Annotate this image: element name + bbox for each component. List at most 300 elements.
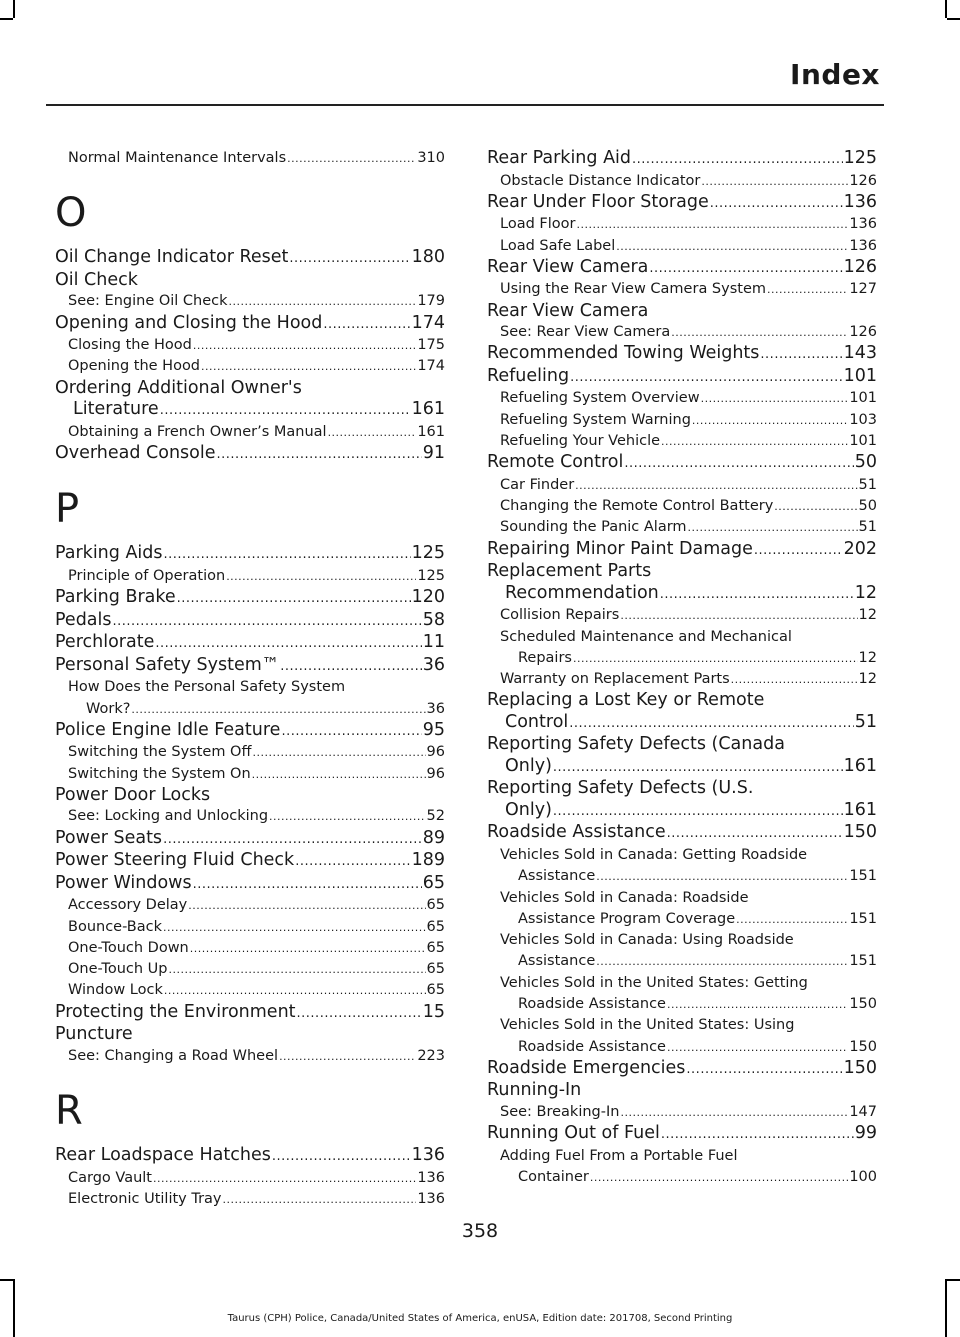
dot-leader — [692, 410, 848, 431]
entry-label: Sounding the Panic Alarm — [500, 519, 687, 536]
index-subentry-row — [68, 980, 445, 1001]
entry-label: Power Steering Fluid Check — [55, 850, 295, 871]
page-reference[interactable]: 52 — [426, 808, 445, 825]
page-reference[interactable]: 150 — [843, 822, 877, 843]
entry-label: Opening and Closing the Hood — [55, 312, 323, 333]
page-number: 358 — [461, 1220, 499, 1242]
page-reference[interactable]: 136 — [417, 1169, 445, 1186]
index-entry — [55, 785, 445, 807]
page-reference[interactable]: 11 — [422, 632, 445, 653]
dot-leader — [252, 742, 425, 763]
index-entry-row — [55, 720, 445, 743]
dot-leader — [163, 917, 426, 938]
entry-label: Car Finder — [500, 476, 575, 493]
index-subentry-row — [500, 475, 877, 496]
index-subentry — [487, 475, 877, 496]
page-reference[interactable]: 150 — [849, 1038, 877, 1055]
page-reference[interactable]: 95 — [422, 719, 445, 740]
index-entry — [55, 1145, 445, 1168]
index-entry-row — [487, 800, 877, 823]
entry-label: Rear Under Floor Storage — [487, 191, 709, 212]
page-reference[interactable]: 161 — [843, 799, 877, 820]
crop-mark — [945, 0, 947, 18]
page-reference[interactable]: 91 — [422, 442, 445, 463]
index-entry — [487, 822, 877, 845]
entry-label: Collision Repairs — [500, 607, 620, 624]
page-reference[interactable]: 65 — [426, 918, 445, 935]
index-subentry-row — [68, 806, 445, 827]
dot-leader — [295, 850, 410, 873]
entry-label: Vehicles Sold in the United States: Getting — [500, 974, 808, 991]
entry-label: Only) — [505, 799, 552, 820]
dot-leader — [760, 343, 842, 366]
dot-leader — [269, 806, 426, 827]
dot-leader — [177, 587, 411, 610]
page-reference[interactable]: 150 — [849, 996, 877, 1013]
index-subentry-row — [500, 1167, 877, 1188]
entry-label: Oil Change Indicator Reset — [55, 247, 289, 268]
page-reference[interactable]: 136 — [849, 216, 877, 233]
index-subentry-row — [68, 959, 445, 980]
dot-leader — [155, 632, 421, 655]
page-reference[interactable]: 127 — [849, 281, 877, 298]
index-subentry — [55, 1189, 445, 1210]
page-reference[interactable]: 223 — [417, 1047, 445, 1064]
page-reference[interactable]: 174 — [417, 358, 445, 375]
index-subentry-row — [68, 422, 445, 443]
index-subentry — [487, 431, 877, 452]
dot-leader — [661, 431, 848, 452]
index-subentry — [487, 214, 877, 235]
index-subentry-row — [68, 335, 445, 356]
page-reference[interactable]: 161 — [843, 755, 877, 776]
page-reference[interactable]: 174 — [411, 312, 445, 333]
crop-mark — [945, 1279, 947, 1337]
dot-leader — [710, 192, 843, 215]
index-entry — [487, 778, 877, 822]
page-reference[interactable]: 58 — [422, 609, 445, 630]
index-subentry-row — [500, 1037, 877, 1058]
page-reference[interactable]: 202 — [843, 538, 877, 559]
index-subentry — [487, 845, 877, 888]
index-entry-row — [487, 343, 877, 366]
entry-label: Power Windows — [55, 872, 192, 893]
entry-label: Control — [505, 711, 569, 732]
dot-leader — [272, 1145, 411, 1168]
index-subentry-row — [68, 699, 445, 720]
index-entry-row — [55, 399, 445, 422]
entry-label: Electronic Utility Tray — [68, 1190, 222, 1207]
dot-leader — [229, 291, 417, 312]
page-reference[interactable]: 150 — [843, 1057, 877, 1078]
title-divider — [46, 104, 884, 106]
dot-leader — [596, 866, 848, 887]
index-entry-row — [55, 1145, 445, 1168]
index-entry — [55, 873, 445, 896]
index-subentry — [55, 148, 445, 169]
index-subentry — [55, 422, 445, 443]
index-subentry-row — [500, 322, 877, 343]
page-reference[interactable]: 51 — [858, 476, 877, 493]
index-subentry — [55, 959, 445, 980]
index-entry — [487, 1080, 877, 1102]
page-reference[interactable]: 101 — [843, 365, 877, 386]
dot-leader — [667, 1037, 848, 1058]
index-entry — [487, 690, 877, 734]
dot-leader — [193, 335, 416, 356]
entry-label: Opening the Hood — [68, 358, 201, 375]
page-reference[interactable]: 12 — [858, 671, 877, 688]
page-reference[interactable]: 136 — [843, 191, 877, 212]
index-entry — [487, 192, 877, 215]
index-subentry — [55, 356, 445, 377]
index-subentry — [487, 517, 877, 538]
index-entry-row — [55, 587, 445, 610]
entry-label: Refueling Your Vehicle — [500, 433, 661, 450]
page-reference[interactable]: 136 — [411, 1145, 445, 1166]
entry-label: Replacing a Lost Key or Remote — [487, 690, 765, 711]
dot-leader — [328, 422, 417, 443]
dot-leader — [573, 648, 858, 669]
index-entry — [487, 343, 877, 366]
index-entry — [487, 734, 877, 778]
entry-label: See: Engine Oil Check — [68, 293, 228, 310]
dot-leader — [252, 764, 426, 785]
entry-label: Remote Control — [487, 452, 624, 473]
dot-leader — [701, 171, 848, 192]
index-subentry-row — [68, 356, 445, 377]
page-reference[interactable]: 161 — [417, 423, 445, 440]
dot-leader — [279, 1046, 416, 1067]
index-column-right — [487, 148, 877, 1188]
page-reference[interactable]: 65 — [426, 961, 445, 978]
entry-label: Switching the System Off — [68, 744, 252, 761]
page-reference[interactable]: 36 — [422, 654, 445, 675]
page-reference[interactable]: 12 — [858, 649, 877, 666]
index-entry — [487, 257, 877, 280]
dot-leader — [620, 1102, 848, 1123]
index-subentry — [55, 1046, 445, 1067]
entry-label: Assistance — [518, 868, 596, 885]
index-subentry — [487, 496, 877, 517]
entry-label: Vehicles Sold in Canada: Using Roadside — [500, 932, 794, 949]
index-entry-row — [487, 822, 877, 845]
index-subentry-row — [500, 431, 877, 452]
entry-label: Vehicles Sold in the United States: Using — [500, 1017, 795, 1034]
dot-leader — [153, 1168, 416, 1189]
entry-label: Repairing Minor Paint Damage — [487, 538, 753, 559]
index-entry-row — [487, 712, 877, 735]
index-subentry-row — [500, 994, 877, 1015]
index-entry — [487, 539, 877, 562]
page-reference[interactable]: 65 — [426, 897, 445, 914]
page-reference[interactable]: 51 — [854, 711, 877, 732]
index-entry-row — [55, 247, 445, 270]
entry-label: One-Touch Up — [68, 961, 168, 978]
index-subentry-row — [68, 566, 445, 587]
index-entry — [487, 452, 877, 475]
dot-leader — [671, 322, 848, 343]
entry-label: Power Door Locks — [55, 784, 211, 805]
index-entry-row — [55, 632, 445, 655]
entry-label: How Does the Personal Safety System — [68, 679, 346, 696]
page-reference[interactable]: 147 — [849, 1103, 877, 1120]
dot-leader — [201, 356, 416, 377]
entry-label: Replacement Parts — [487, 561, 652, 582]
entry-label: One-Touch Down — [68, 939, 189, 956]
index-subentry — [487, 410, 877, 431]
page-reference[interactable]: 101 — [849, 433, 877, 450]
index-subentry-row — [500, 605, 877, 626]
dot-leader — [193, 873, 422, 896]
index-entry — [55, 378, 445, 422]
dot-leader — [649, 257, 842, 280]
dot-leader — [287, 148, 416, 169]
dot-leader — [163, 828, 422, 851]
page-reference[interactable]: 310 — [417, 150, 445, 166]
entry-label: See: Locking and Unlocking — [68, 808, 269, 825]
index-subentry — [487, 973, 877, 1016]
index-entry — [487, 561, 877, 605]
dot-leader — [754, 539, 843, 562]
index-column-left — [55, 148, 445, 1210]
entry-label: Literature — [73, 399, 159, 420]
page-reference[interactable]: 100 — [849, 1169, 877, 1186]
index-subentry-row — [500, 517, 877, 538]
dot-leader — [113, 610, 422, 633]
page-reference[interactable]: 12 — [858, 607, 877, 624]
index-entry — [55, 610, 445, 633]
page-reference[interactable]: 50 — [858, 498, 877, 515]
index-entry-row — [487, 148, 877, 171]
entry-label: Power Seats — [55, 827, 163, 848]
page-reference[interactable]: 96 — [426, 744, 445, 761]
page-reference[interactable]: 89 — [422, 827, 445, 848]
page-reference[interactable]: 151 — [849, 953, 877, 970]
page-reference[interactable]: 126 — [849, 324, 877, 341]
dot-leader — [164, 543, 411, 566]
dot-leader — [661, 1123, 854, 1146]
entry-label: See: Changing a Road Wheel — [68, 1047, 279, 1064]
crop-mark — [0, 18, 13, 20]
entry-label: Obstacle Distance Indicator — [500, 172, 701, 189]
page-title: Index — [790, 58, 880, 91]
index-entry — [55, 655, 445, 678]
entry-label: Container — [518, 1169, 589, 1186]
dot-leader — [131, 699, 425, 720]
section-letter: O — [55, 190, 87, 237]
page-reference[interactable]: 125 — [411, 543, 445, 564]
index-entry — [487, 1123, 877, 1146]
page-reference[interactable]: 51 — [858, 519, 877, 536]
page-reference[interactable]: 180 — [411, 247, 445, 268]
page-reference[interactable]: 136 — [849, 237, 877, 254]
index-subentry — [487, 1015, 877, 1058]
entry-label: Running-In — [487, 1080, 582, 1101]
entry-label: Reporting Safety Defects (Canada — [487, 734, 785, 755]
entry-label: Rear Loadspace Hatches — [55, 1145, 271, 1166]
page-reference[interactable]: 99 — [854, 1123, 877, 1144]
dot-leader — [620, 605, 857, 626]
entry-label: Personal Safety System™ — [55, 654, 280, 675]
index-subentry — [487, 322, 877, 343]
entry-label: Rear View Camera — [487, 256, 649, 277]
index-subentry-row — [500, 951, 877, 972]
index-entry-row — [55, 655, 445, 678]
page-reference[interactable]: 125 — [843, 148, 877, 168]
entry-label: Oil Check — [55, 269, 138, 290]
dot-leader — [160, 399, 411, 422]
index-entry — [55, 720, 445, 743]
page-reference[interactable]: 120 — [411, 587, 445, 608]
index-subentry — [55, 764, 445, 785]
dot-leader — [226, 566, 416, 587]
index-subentry — [487, 888, 877, 931]
dot-leader — [596, 951, 848, 972]
index-subentry — [487, 171, 877, 192]
dot-leader — [576, 214, 848, 235]
entry-label: Refueling — [487, 365, 570, 386]
dot-leader — [570, 366, 843, 389]
entry-label: Assistance Program Coverage — [518, 910, 736, 927]
page-reference[interactable]: 65 — [422, 872, 445, 893]
page-reference[interactable]: 161 — [411, 399, 445, 420]
page-reference[interactable]: 189 — [411, 850, 445, 871]
page-reference[interactable]: 65 — [426, 939, 445, 956]
dot-leader — [297, 1002, 422, 1025]
entry-label: Cargo Vault — [68, 1169, 152, 1186]
index-subentry-row — [500, 648, 877, 669]
index-entry — [55, 587, 445, 610]
index-subentry-row — [68, 148, 445, 169]
index-subentry — [55, 938, 445, 959]
section-letter: P — [55, 486, 80, 533]
index-subentry-row — [500, 171, 877, 192]
entry-label: Police Engine Idle Feature — [55, 719, 281, 740]
page-reference[interactable]: 36 — [426, 700, 445, 717]
index-entry — [55, 247, 445, 270]
dot-leader — [686, 1058, 842, 1081]
entry-label: Obtaining a French Owner’s Manual — [68, 423, 327, 440]
index-subentry — [487, 605, 877, 626]
entry-label: Roadside Assistance — [518, 996, 666, 1013]
entry-label: Closing the Hood — [68, 337, 192, 354]
index-subentry-row — [68, 742, 445, 763]
index-entry-row — [487, 452, 877, 475]
dot-leader — [164, 980, 426, 1001]
index-entry-row — [487, 539, 877, 562]
entry-label: See: Rear View Camera — [500, 324, 671, 341]
entry-label: Window Lock — [68, 982, 163, 999]
index-subentry — [487, 388, 877, 409]
index-entry — [55, 543, 445, 566]
page-reference[interactable]: 50 — [854, 452, 877, 473]
index-entry-row — [487, 1123, 877, 1146]
index-entry-row — [55, 828, 445, 851]
entry-label: Normal Maintenance Intervals — [68, 150, 287, 166]
index-entry-row — [487, 756, 877, 779]
page-reference[interactable]: 126 — [849, 172, 877, 189]
dot-leader — [616, 236, 848, 257]
dot-leader — [667, 994, 848, 1015]
dot-leader — [188, 895, 425, 916]
page-reference[interactable]: 15 — [422, 1001, 445, 1022]
page-reference[interactable]: 151 — [849, 868, 877, 885]
index-entry-row — [487, 192, 877, 215]
dot-leader — [168, 959, 425, 980]
edition-footer: Taurus (CPH) Police, Canada/United States of America, enUSA, Edition date: 201708, Second Printing — [227, 1313, 733, 1324]
dot-leader — [569, 712, 853, 735]
dot-leader — [281, 720, 421, 743]
index-subentry — [487, 236, 877, 257]
crop-mark — [0, 1279, 13, 1281]
entry-label: Bounce-Back — [68, 918, 163, 935]
index-subentry-row — [68, 291, 445, 312]
index-subentry — [487, 669, 877, 690]
index-entry — [55, 1024, 445, 1046]
entry-label: Running Out of Fuel — [487, 1123, 660, 1144]
page-reference[interactable]: 143 — [843, 343, 877, 364]
entry-label: Perchlorate — [55, 632, 155, 653]
entry-label: Accessory Delay — [68, 897, 188, 914]
index-entry — [487, 301, 877, 323]
dot-leader — [624, 452, 853, 475]
index-subentry — [55, 335, 445, 356]
page-reference[interactable]: 136 — [417, 1190, 445, 1207]
dot-leader — [190, 938, 426, 959]
page-reference[interactable]: 103 — [849, 411, 877, 428]
page-reference[interactable]: 12 — [854, 582, 877, 603]
index-subentry — [487, 930, 877, 973]
crop-mark — [13, 1279, 15, 1337]
page-reference[interactable]: 101 — [849, 390, 877, 407]
index-subentry-row — [500, 866, 877, 887]
entry-label: Roadside Assistance — [518, 1038, 666, 1055]
page-reference[interactable]: 125 — [417, 567, 445, 584]
dot-leader — [774, 496, 857, 517]
index-entry-row — [55, 1002, 445, 1025]
entry-label: Recommended Towing Weights — [487, 343, 760, 364]
index-subentry-row — [500, 1102, 877, 1123]
index-entry-row — [55, 873, 445, 896]
dot-leader — [223, 1189, 417, 1210]
index-entry — [55, 850, 445, 873]
entry-label: Parking Aids — [55, 543, 163, 564]
page-reference[interactable]: 175 — [417, 337, 445, 354]
entry-label: Work? — [86, 700, 131, 717]
crop-mark — [13, 0, 15, 18]
entry-label: Reporting Safety Defects (U.S. — [487, 778, 754, 799]
index-subentry — [55, 806, 445, 827]
entry-label: Protecting the Environment — [55, 1001, 296, 1022]
entry-label: Refueling System Warning — [500, 411, 691, 428]
index-entry — [55, 828, 445, 851]
index-subentry-row — [500, 496, 877, 517]
entry-label: Changing the Remote Control Battery — [500, 498, 774, 515]
index-entry-row — [487, 366, 877, 389]
page-reference[interactable]: 151 — [849, 910, 877, 927]
page-reference[interactable]: 65 — [426, 982, 445, 999]
dot-leader — [701, 388, 849, 409]
page-reference[interactable]: 179 — [417, 293, 445, 310]
index-entry — [55, 1002, 445, 1025]
index-subentry — [55, 895, 445, 916]
index-entry-row — [55, 543, 445, 566]
page-reference[interactable]: 96 — [426, 765, 445, 782]
page-reference[interactable]: 126 — [843, 256, 877, 277]
index-entry — [487, 148, 877, 171]
entry-label: Only) — [505, 755, 552, 776]
